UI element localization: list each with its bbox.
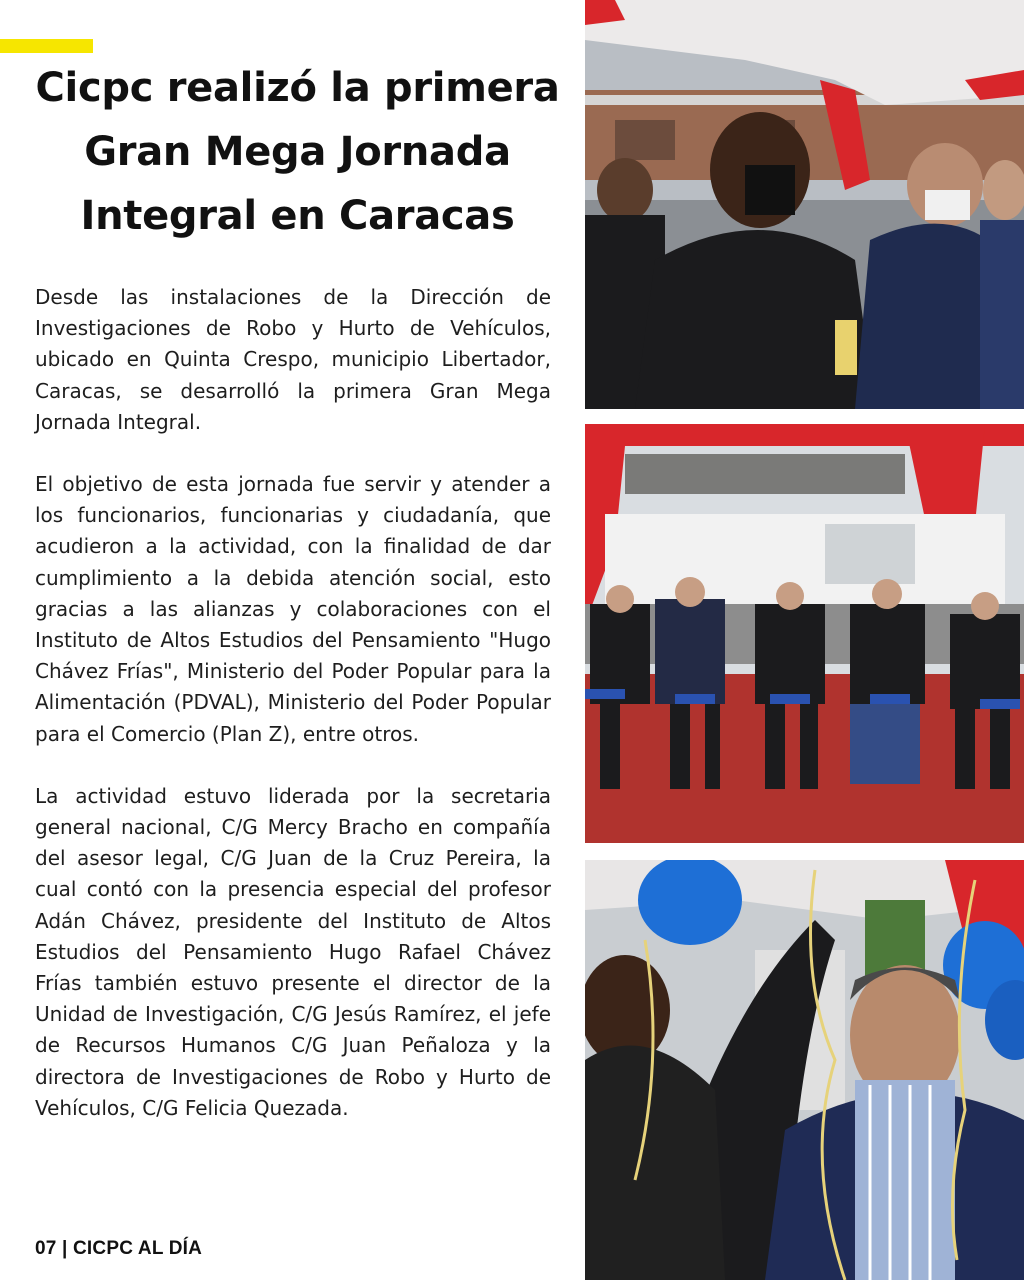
seated-officials-image (585, 424, 1024, 843)
balloon-release-photo (585, 860, 1024, 1280)
article-body (35, 282, 551, 1155)
accent-bar (0, 39, 93, 53)
paragraph-2: El objetivo de esta jornada fue servir y atender a los funcionarios, funcionarias y ciudadanía, que acudieron a la actividad, con la finalidad de dar cumplimiento a la debida atención social, esto gracias a las alianzas y colaboraciones con el Instituto de Altos Estudios del Pensamiento "Hugo Chávez Frías", Ministerio del Poder Popular para la Alimentación (PDVAL), Ministerio del Poder Popular para el Comercio (Plan Z), entre otros. (35, 472, 551, 746)
balloon-release-image (585, 860, 1024, 1280)
seated-officials-photo (585, 424, 1024, 843)
article-title: Cicpc realizó la primera Gran Mega Jornada Integral en Caracas (35, 65, 560, 239)
paragraph-1: Desde las instalaciones de la Dirección de Investigaciones de Robo y Hurto de Vehículos, ubicado en Quinta Crespo, municipio Libertador, Caracas, se desarrolló la primera Gran Mega Jornada Integral. (35, 285, 551, 434)
officers-standing-photo (585, 0, 1024, 409)
officers-standing-image (585, 0, 1024, 409)
paragraph-3: La actividad estuvo liderada por la secretaria general nacional, C/G Mercy Bracho en compañía del asesor legal, C/G Juan de la Cruz Pereira, la cual contó con la presencia especial del profesor Adán Chávez, presidente del Instituto de Altos Estudios del Pensamiento Hugo Rafael Chávez Frías también estuvo presente el director de la Unidad de Investigación, C/G Jesús Ramírez, el jefe de Recursos Humanos C/G Juan Peñaloza y la directora de Investigaciones de Robo y Hurto de Vehículos, C/G Felicia Quezada. (35, 783, 551, 1120)
page-footer: 07 | CICPC AL DÍA (35, 1238, 203, 1259)
